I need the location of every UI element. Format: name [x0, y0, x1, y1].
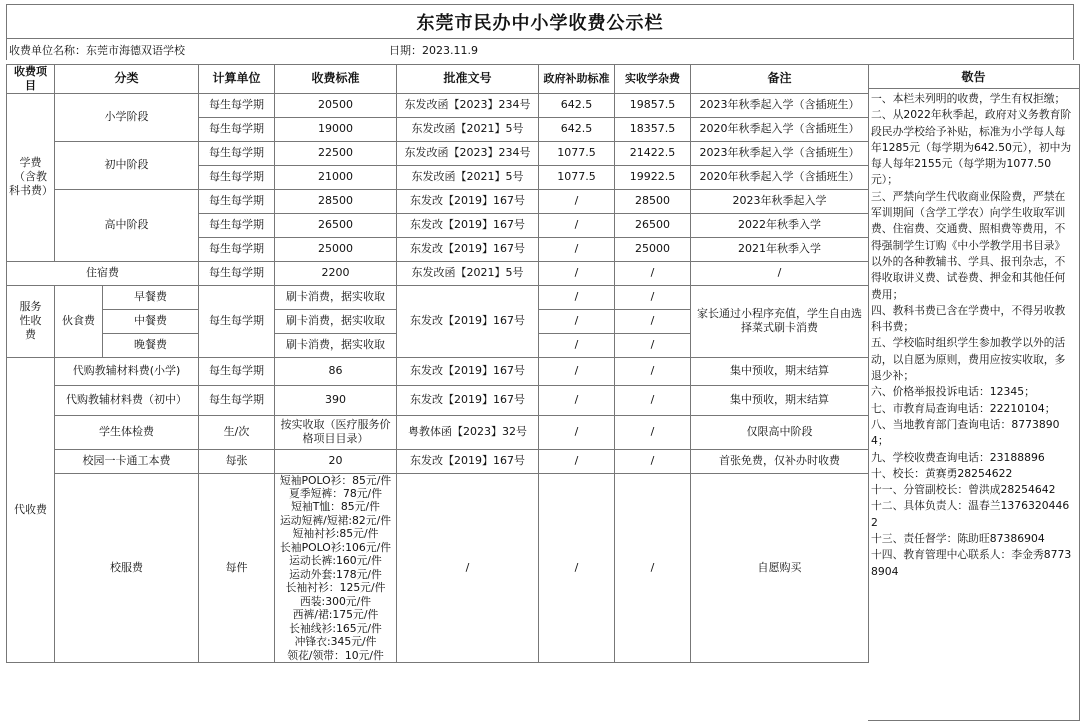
agency-group-label: 代收费	[7, 357, 55, 663]
subsidy-cell: /	[539, 357, 615, 385]
subsidy-cell: /	[539, 237, 615, 261]
remark-cell: 2021年秋季入学	[691, 237, 869, 261]
table-row	[7, 285, 869, 309]
header-actual: 实收学杂费	[615, 65, 691, 94]
subsidy-cell: /	[539, 213, 615, 237]
standard-cell: 19000	[275, 117, 397, 141]
standard-cell: 2200	[275, 261, 397, 285]
actual-cell: /	[615, 357, 691, 385]
notice-item: 一、本栏未列明的收费，学生有权拒缴；	[871, 92, 1066, 105]
notice-panel	[868, 64, 1080, 721]
agency-item-name: 学生体检费	[55, 415, 199, 449]
sheet-title: 东莞市民办中小学收费公示栏	[6, 4, 1074, 38]
approval-cell: /	[397, 473, 539, 663]
uniform-price-item: 短袖POLO衫：85元/件	[279, 473, 392, 487]
notice-item: 七、市教育局查询电话：22210104；	[871, 401, 1056, 415]
unit-cell: 生/次	[199, 415, 275, 449]
uniform-price-list	[275, 473, 397, 663]
remark-cell: 集中预收，期末结算	[691, 357, 869, 385]
meal-name: 晚餐费	[103, 333, 199, 357]
approval-cell: 东发改【2019】167号	[397, 213, 539, 237]
subsidy-cell: 1077.5	[539, 165, 615, 189]
approval-cell: 东发改【2019】167号	[397, 357, 539, 385]
actual-cell: /	[615, 473, 691, 663]
header-item: 收费项目	[7, 65, 55, 94]
remark-cell: 自愿购买	[691, 473, 869, 663]
uniform-price-item: 长袖衬衫：125元/件	[285, 581, 386, 595]
header-standard: 收费标准	[275, 65, 397, 94]
unit-cell: 每生每学期	[199, 357, 275, 385]
uniform-price-item: 短袖衬衫:85元/件	[292, 527, 379, 541]
agency-item-name: 代购教辅材料费（初中）	[55, 385, 199, 415]
uniform-price-item: 西装:300元/件	[299, 594, 372, 608]
standard-cell: 刷卡消费，据实收取	[275, 333, 397, 357]
subsidy-cell: 642.5	[539, 117, 615, 141]
notice-item: 九、学校收费查询电话：23188896	[871, 450, 1045, 464]
actual-cell: 19857.5	[615, 93, 691, 117]
remark-cell: 2023年秋季起入学（含插班生）	[691, 141, 869, 165]
approval-cell: 东发改【2019】167号	[397, 285, 539, 357]
approval-cell: 东发改函【2021】5号	[397, 117, 539, 141]
notice-body	[868, 89, 1079, 582]
unit-cell: 每生每学期	[199, 385, 275, 415]
subsidy-cell: /	[539, 415, 615, 449]
meal-group-label: 伙食费	[55, 285, 103, 357]
notice-date: 日期：2023.11.9	[389, 43, 478, 57]
actual-cell: /	[615, 261, 691, 285]
standard-cell: 25000	[275, 237, 397, 261]
standard-cell: 刷卡消费，据实收取	[275, 285, 397, 309]
standard-cell: 26500	[275, 213, 397, 237]
tuition-group-label: 学费（含教科书费）	[7, 93, 55, 261]
approval-cell: 东发改函【2021】5号	[397, 165, 539, 189]
notice-item: 四、教科书费已含在学费中，不得另收教科书费；	[871, 303, 1066, 334]
standard-cell: 按实收取（医疗服务价格项目目录）	[275, 415, 397, 449]
unit-cell: 每生每学期	[199, 189, 275, 213]
standard-cell: 21000	[275, 165, 397, 189]
remark-cell: 首张免费，仅补办时收费	[691, 449, 869, 473]
notice-heading: 敬告	[868, 65, 1079, 89]
subsidy-cell: /	[539, 261, 615, 285]
actual-cell: 28500	[615, 189, 691, 213]
unit-cell: 每生每学期	[199, 213, 275, 237]
notice-item: 十三、责任督学：陈助旺87386904	[871, 532, 1045, 546]
subsidy-cell: /	[539, 189, 615, 213]
unit-cell: 每生每学期	[199, 117, 275, 141]
fee-table	[6, 64, 869, 663]
uniform-price-item: 夏季短裤：78元/件	[289, 486, 382, 500]
header-remark: 备注	[691, 65, 869, 94]
actual-cell: /	[615, 385, 691, 415]
table-row	[7, 261, 869, 285]
actual-cell: 19922.5	[615, 165, 691, 189]
remark-cell: 2023年秋季起入学	[691, 189, 869, 213]
header-unit: 计算单位	[199, 65, 275, 94]
remark-cell: 家长通过小程序充值，学生自由选择菜式刷卡消费	[691, 285, 869, 357]
dorm-label: 住宿费	[7, 261, 199, 285]
unit-cell: 每生每学期	[199, 141, 275, 165]
actual-cell: /	[615, 415, 691, 449]
agency-item-name: 代购教辅材料费(小学)	[55, 357, 199, 385]
subsidy-cell: /	[539, 285, 615, 309]
uniform-price-item: 短袖T恤：85元/件	[291, 500, 380, 514]
actual-cell: 25000	[615, 237, 691, 261]
subsidy-cell: 642.5	[539, 93, 615, 117]
uniform-price-item: 长袖线衫:165元/件	[289, 621, 382, 635]
notice-item: 十一、分管副校长：曾洪成28254642	[871, 483, 1056, 497]
notice-item: 十四、教育管理中心联系人：李金秀87738904	[871, 548, 1072, 578]
actual-cell: /	[615, 449, 691, 473]
remark-cell: 2020年秋季起入学（含插班生）	[691, 165, 869, 189]
table-row	[7, 449, 869, 473]
actual-cell: /	[615, 309, 691, 333]
meal-name: 早餐费	[103, 285, 199, 309]
unit-cell: 每生每学期	[199, 237, 275, 261]
notice-item: 二、从2022年秋季起，政府对义务教育阶段民办学校给予补贴，标准为小学每人每年1285元（每学期为642.50元），初中为每人每年2155元（每学期为1077.50元）；	[871, 108, 1072, 187]
table-row	[7, 357, 869, 385]
uniform-price-item: 冲锋衣:345元/件	[294, 635, 377, 649]
service-group-label: 服务性收费	[7, 285, 55, 357]
approval-cell: 东发改【2019】167号	[397, 449, 539, 473]
unit-cell: 每张	[199, 449, 275, 473]
actual-cell: 26500	[615, 213, 691, 237]
standard-cell: 22500	[275, 141, 397, 165]
table-row	[7, 415, 869, 449]
uniform-price-item: 运动短裤/短裙:82元/件	[280, 513, 392, 527]
header-subsidy: 政府补助标准	[539, 65, 615, 94]
remark-cell: 2022年秋季入学	[691, 213, 869, 237]
approval-cell: 东发改【2019】167号	[397, 189, 539, 213]
subsidy-cell: /	[539, 385, 615, 415]
table-row	[7, 473, 869, 663]
notice-item: 八、当地教育部门查询电话：87738904；	[871, 417, 1060, 448]
actual-cell: /	[615, 333, 691, 357]
subsidy-cell: /	[539, 309, 615, 333]
standard-cell: 20500	[275, 93, 397, 117]
standard-cell: 20	[275, 449, 397, 473]
notice-item: 三、严禁向学生代收商业保险费，严禁在军训期间（含学工学农）向学生收取军训费、住宿费、交通费、照相费等费用，不得强制学生订购《中小学教学用书目录》以外的各种教辅书、学具、报刊杂志，不得收取讲义费、试卷费、押金和其他任何费用；	[871, 189, 1066, 301]
unit-cell: 每件	[199, 473, 275, 663]
meal-name: 中餐费	[103, 309, 199, 333]
notice-item: 五、学校临时组织学生参加教学以外的活动，以自愿为原则，费用应按实收取，多退少补；	[871, 336, 1066, 383]
school-name: 收费单位名称：东莞市海德双语学校	[9, 43, 185, 57]
table-row	[7, 189, 869, 213]
standard-cell: 86	[275, 357, 397, 385]
unit-cell: 每生每学期	[199, 165, 275, 189]
subsidy-cell: 1077.5	[539, 141, 615, 165]
senior-stage-label: 高中阶段	[55, 189, 199, 261]
remark-cell: 仅限高中阶段	[691, 415, 869, 449]
actual-cell: 21422.5	[615, 141, 691, 165]
agency-item-name: 校园一卡通工本费	[55, 449, 199, 473]
standard-cell: 390	[275, 385, 397, 415]
approval-cell: 粤教体函【2023】32号	[397, 415, 539, 449]
uniform-price-item: 西裤/裙:175元/件	[292, 608, 379, 622]
standard-cell: 28500	[275, 189, 397, 213]
remark-cell: 2023年秋季起入学（含插班生）	[691, 93, 869, 117]
approval-cell: 东发改函【2023】234号	[397, 93, 539, 117]
table-row	[7, 385, 869, 415]
primary-stage-label: 小学阶段	[55, 93, 199, 141]
notice-item: 十二、具体负责人：温春兰13763204462	[871, 499, 1070, 529]
header-category: 分类	[55, 65, 199, 94]
header-approval: 批准文号	[397, 65, 539, 94]
header-row	[7, 65, 869, 94]
approval-cell: 东发改【2019】167号	[397, 385, 539, 415]
approval-cell: 东发改【2019】167号	[397, 237, 539, 261]
subsidy-cell: /	[539, 333, 615, 357]
remark-cell: 2020年秋季起入学（含插班生）	[691, 117, 869, 141]
approval-cell: 东发改函【2021】5号	[397, 261, 539, 285]
remark-cell: 集中预收，期末结算	[691, 385, 869, 415]
uniform-price-item: 长袖POLO衫:106元/件	[280, 540, 392, 554]
actual-cell: 18357.5	[615, 117, 691, 141]
remark-cell: /	[691, 261, 869, 285]
standard-cell: 刷卡消费，据实收取	[275, 309, 397, 333]
actual-cell: /	[615, 285, 691, 309]
meta-row	[6, 38, 1074, 60]
approval-cell: 东发改函【2023】234号	[397, 141, 539, 165]
unit-cell: 每生每学期	[199, 285, 275, 357]
unit-cell: 每生每学期	[199, 93, 275, 117]
notice-item: 六、价格举报投诉电话：12345；	[871, 385, 1035, 399]
uniform-label: 校服费	[55, 473, 199, 663]
junior-stage-label: 初中阶段	[55, 141, 199, 189]
uniform-price-item: 领花/领带：10元/件	[287, 648, 384, 662]
unit-cell: 每生每学期	[199, 261, 275, 285]
table-row	[7, 93, 869, 117]
uniform-price-item: 运动长裤:160元/件	[289, 554, 382, 568]
subsidy-cell: /	[539, 449, 615, 473]
notice-item: 十、校长：黄赛勇28254622	[871, 466, 1013, 480]
subsidy-cell: /	[539, 473, 615, 663]
table-row	[7, 141, 869, 165]
uniform-price-item: 运动外套:178元/件	[289, 567, 382, 581]
